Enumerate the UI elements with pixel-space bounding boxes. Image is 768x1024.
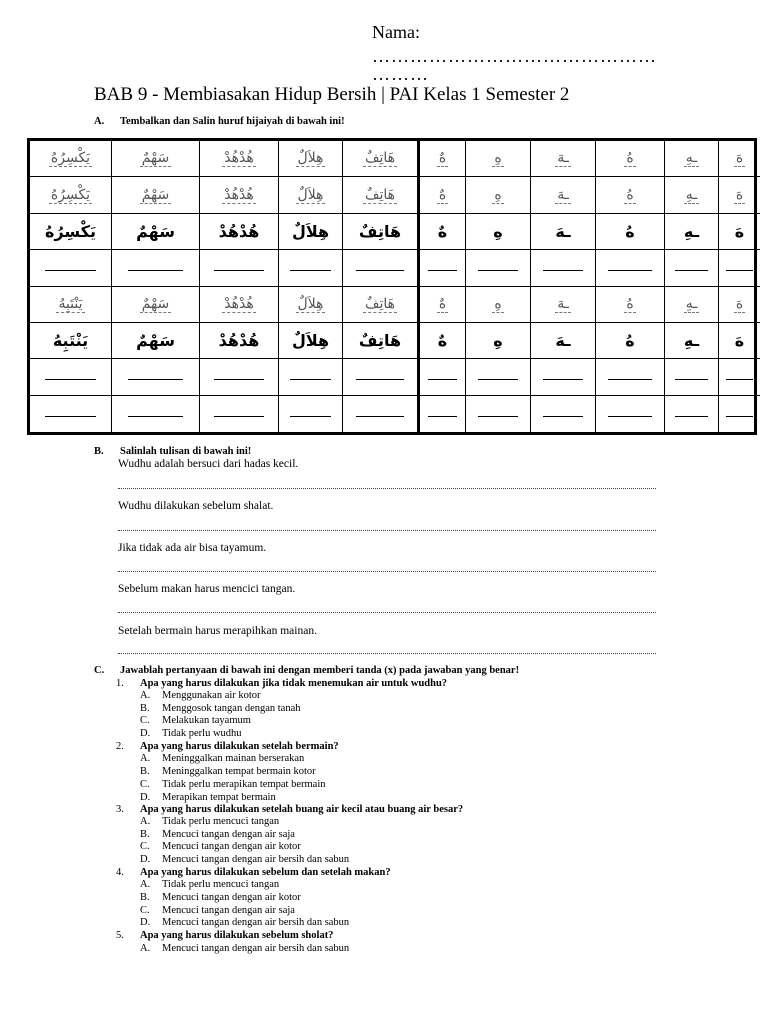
model-word-cell: هُ	[596, 323, 665, 359]
trace-cell: هُدْهُدْ	[200, 177, 279, 213]
trace-cell: هُدْهُدْ	[200, 141, 279, 177]
copy-blank-cell[interactable]	[531, 359, 596, 395]
trace-cell: هُدْهُدْ	[200, 287, 279, 323]
trace-cell: هِ	[466, 177, 531, 213]
trace-cell: يَنْتَبِهُ	[30, 287, 112, 323]
copy-sentence: Sebelum makan harus mencici tangan.	[118, 583, 296, 595]
trace-cell: هَ	[719, 141, 760, 177]
trace-cell: هُ	[596, 141, 665, 177]
name-fill-line-continued: ………	[372, 64, 429, 84]
trace-cell: هِلاَلٌ	[279, 177, 343, 213]
trace-cell: ـهِ	[665, 141, 719, 177]
trace-cell: هِ	[466, 287, 531, 323]
trace-cell: هَاتِفٌ	[343, 141, 420, 177]
model-word-cell: يَكْسِرُهُ	[30, 214, 112, 250]
answer-option[interactable]: A. Meninggalkan mainan berserakan	[140, 753, 305, 764]
writing-line[interactable]	[118, 530, 656, 531]
answer-option[interactable]: A. Mencuci tangan dengan air bersih dan sabun	[140, 943, 350, 954]
answer-option[interactable]: D. Mencuci tangan dengan air bersih dan sabun	[140, 854, 350, 865]
copy-blank-cell[interactable]	[30, 396, 112, 432]
copy-blank-cell[interactable]	[279, 396, 343, 432]
section-c-letter: C.	[94, 665, 105, 676]
trace-cell: سَهْمٌ	[112, 141, 200, 177]
hijaiyah-tracing-table	[27, 138, 757, 435]
model-word-cell: ـهَ	[531, 323, 596, 359]
answer-option[interactable]: A. Menggunakan air kotor	[140, 690, 261, 701]
answer-option[interactable]: D. Mencuci tangan dengan air bersih dan sabun	[140, 917, 350, 928]
copy-blank-cell[interactable]	[665, 250, 719, 286]
trace-cell: هَاتِفٌ	[343, 177, 420, 213]
answer-option[interactable]: D. Tidak perlu wudhu	[140, 728, 242, 739]
trace-cell: ـهَ	[531, 287, 596, 323]
copy-blank-cell[interactable]	[343, 359, 420, 395]
model-word-cell: هُدْهُدْ	[200, 214, 279, 250]
name-fill-line: ………………………………………	[372, 46, 657, 66]
copy-blank-cell[interactable]	[531, 250, 596, 286]
model-word-cell: ـهِ	[665, 214, 719, 250]
copy-blank-cell[interactable]	[719, 396, 760, 432]
copy-blank-cell[interactable]	[665, 359, 719, 395]
copy-blank-cell[interactable]	[343, 250, 420, 286]
writing-line[interactable]	[118, 612, 656, 613]
copy-blank-cell[interactable]	[112, 250, 200, 286]
answer-option[interactable]: A. Tidak perlu mencuci tangan	[140, 879, 280, 890]
copy-blank-cell[interactable]	[596, 359, 665, 395]
model-word-cell: ـهَ	[531, 214, 596, 250]
copy-sentence: Wudhu dilakukan sebelum shalat.	[118, 500, 274, 512]
copy-blank-cell[interactable]	[200, 250, 279, 286]
answer-option[interactable]: C. Mencuci tangan dengan air saja	[140, 905, 295, 916]
copy-blank-cell[interactable]	[665, 396, 719, 432]
copy-blank-cell[interactable]	[112, 396, 200, 432]
trace-cell: هَ	[719, 177, 760, 213]
question: 2. Apa yang harus dilakukan setelah bermain?	[116, 741, 339, 752]
question: 3. Apa yang harus dilakukan setelah buang air kecil atau buang air besar?	[116, 804, 464, 815]
trace-cell: هُ	[596, 287, 665, 323]
answer-option[interactable]: A. Tidak perlu mencuci tangan	[140, 816, 280, 827]
answer-option[interactable]: D. Merapikan tempat bermain	[140, 792, 276, 803]
model-word-cell: هِلاَلٌ	[279, 214, 343, 250]
model-word-cell: هُدْهُدْ	[200, 323, 279, 359]
trace-cell: ـهِ	[665, 177, 719, 213]
copy-blank-cell[interactable]	[30, 250, 112, 286]
trace-cell: هَاتِفٌ	[343, 287, 420, 323]
model-word-cell: سَهْمٌ	[112, 214, 200, 250]
trace-cell: ـهَ	[531, 141, 596, 177]
copy-blank-cell[interactable]	[719, 359, 760, 395]
name-label: Nama:	[372, 22, 420, 42]
model-word-cell: هَ	[719, 323, 760, 359]
trace-cell: هٌ	[420, 141, 466, 177]
model-word-cell: هٌ	[420, 214, 466, 250]
copy-blank-cell[interactable]	[596, 250, 665, 286]
model-word-cell: هِ	[466, 323, 531, 359]
trace-cell: هٌ	[420, 177, 466, 213]
model-word-cell: هَاتِفٌ	[343, 214, 420, 250]
copy-blank-cell[interactable]	[112, 359, 200, 395]
answer-option[interactable]: C. Tidak perlu merapikan tempat bermain	[140, 779, 326, 790]
question: 5. Apa yang harus dilakukan sebelum sholat?	[116, 930, 334, 941]
writing-line[interactable]	[118, 488, 656, 489]
trace-cell: هُ	[596, 177, 665, 213]
section-c-instruction: Jawablah pertanyaan di bawah ini dengan memberi tanda (x) pada jawaban yang benar!	[120, 665, 520, 676]
trace-cell: ـهَ	[531, 177, 596, 213]
copy-blank-cell[interactable]	[200, 359, 279, 395]
trace-cell: سَهْمٌ	[112, 287, 200, 323]
model-word-cell: يَنْتَبِهُ	[30, 323, 112, 359]
trace-cell: هِ	[466, 141, 531, 177]
copy-blank-cell[interactable]	[531, 396, 596, 432]
copy-blank-cell[interactable]	[279, 359, 343, 395]
copy-sentence: Wudhu adalah bersuci dari hadas kecil.	[118, 458, 299, 470]
page-title: BAB 9 - Membiasakan Hidup Bersih | PAI Kelas 1 Semester 2	[94, 84, 570, 105]
answer-option[interactable]: B. Menggosok tangan dengan tanah	[140, 703, 301, 714]
copy-blank-cell[interactable]	[719, 250, 760, 286]
section-c-heading	[94, 665, 519, 676]
trace-cell: هِلاَلٌ	[279, 287, 343, 323]
writing-line[interactable]	[118, 653, 656, 654]
model-word-cell: هِلاَلٌ	[279, 323, 343, 359]
trace-cell: هِلاَلٌ	[279, 141, 343, 177]
trace-cell: هٌ	[420, 287, 466, 323]
model-word-cell: هٌ	[420, 323, 466, 359]
copy-blank-cell[interactable]	[420, 359, 466, 395]
section-b-heading	[94, 446, 251, 457]
answer-option[interactable]: B. Meninggalkan tempat bermain kotor	[140, 766, 316, 777]
trace-cell: يَكْسِرُهُ	[30, 177, 112, 213]
copy-sentence: Setelah bermain harus merapihkan mainan.	[118, 625, 317, 637]
answer-option[interactable]: C. Melakukan tayamum	[140, 715, 251, 726]
question: 4. Apa yang harus dilakukan sebelum dan setelah makan?	[116, 867, 391, 878]
copy-blank-cell[interactable]	[466, 396, 531, 432]
copy-blank-cell[interactable]	[420, 250, 466, 286]
question: 1. Apa yang harus dilakukan jika tidak menemukan air untuk wudhu?	[116, 678, 448, 689]
model-word-cell: سَهْمٌ	[112, 323, 200, 359]
copy-blank-cell[interactable]	[596, 396, 665, 432]
model-word-cell: ـهِ	[665, 323, 719, 359]
writing-line[interactable]	[118, 571, 656, 572]
model-word-cell: هَاتِفٌ	[343, 323, 420, 359]
answer-option[interactable]: B. Mencuci tangan dengan air saja	[140, 829, 295, 840]
copy-blank-cell[interactable]	[466, 250, 531, 286]
section-a-instruction: Tembalkan dan Salin huruf hijaiyah di bawah ini!	[120, 116, 345, 127]
model-word-cell: هُ	[596, 214, 665, 250]
copy-blank-cell[interactable]	[420, 396, 466, 432]
trace-cell: هَ	[719, 287, 760, 323]
answer-option[interactable]: B. Mencuci tangan dengan air kotor	[140, 892, 301, 903]
answer-option[interactable]: C. Mencuci tangan dengan air kotor	[140, 841, 301, 852]
section-b-letter: B.	[94, 446, 104, 457]
model-word-cell: هِ	[466, 214, 531, 250]
trace-cell: سَهْمٌ	[112, 177, 200, 213]
model-word-cell: هَ	[719, 214, 760, 250]
copy-blank-cell[interactable]	[343, 396, 420, 432]
copy-blank-cell[interactable]	[279, 250, 343, 286]
section-b-instruction: Salinlah tulisan di bawah ini!	[120, 446, 252, 457]
trace-cell: يَكْسِرُهُ	[30, 141, 112, 177]
section-a-letter: A.	[94, 116, 105, 127]
section-a-heading	[94, 116, 345, 127]
copy-blank-cell[interactable]	[30, 359, 112, 395]
trace-cell: ـهِ	[665, 287, 719, 323]
copy-blank-cell[interactable]	[466, 359, 531, 395]
copy-blank-cell[interactable]	[200, 396, 279, 432]
copy-sentence: Jika tidak ada air bisa tayamum.	[118, 542, 267, 554]
